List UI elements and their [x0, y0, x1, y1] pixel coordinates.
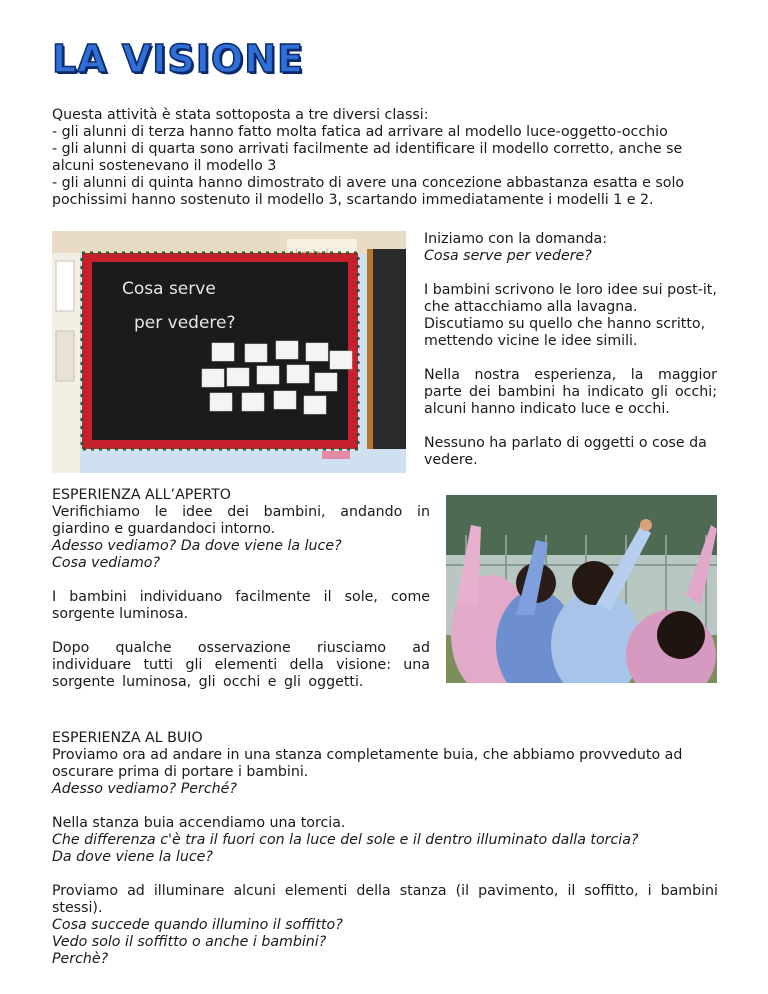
- paragraph: I bambini individuano facilmente il sole, come sorgente luminosa.: [52, 589, 430, 622]
- question: Da dove viene la luce?: [52, 849, 213, 865]
- children-outdoor-photo: [446, 495, 717, 683]
- outdoor-section: [52, 487, 430, 691]
- intro-line: Questa attività è stata sottoposta a tre diversi classi:: [52, 107, 429, 123]
- question-intro: Iniziamo con la domanda:: [424, 231, 608, 247]
- intro-line: - gli alunni di quarta sono arrivati facilmente ad identificare il modello corretto, anche se alcuni sostenevano il modello 3: [52, 141, 683, 174]
- question: Adesso vediamo? Perché?: [52, 781, 237, 797]
- question: Cosa vediamo?: [52, 555, 160, 571]
- question: Adesso vediamo? Da dove viene la luce?: [52, 538, 342, 554]
- blackboard-text-1: Cosa serve: [122, 279, 216, 299]
- paragraph: Proviamo ad illuminare alcuni elementi della stanza (il pavimento, il soffitto, i bambini stessi).: [52, 883, 718, 916]
- question-column: [424, 231, 717, 486]
- question: Che differenza c'è tra il fuori con la luce del sole e il dentro illuminato dalla torcia?: [52, 832, 639, 848]
- blackboard-text-2: per vedere?: [134, 313, 236, 333]
- intro-section: [52, 107, 722, 209]
- section-heading: ESPERIENZA ALL’APERTO: [52, 487, 231, 503]
- page-title: LA VISIONE: [52, 37, 304, 81]
- paragraph: Nessuno ha parlato di oggetti o cose da vedere.: [424, 435, 707, 468]
- question: Perchè?: [52, 951, 109, 967]
- blackboard-photo: [52, 231, 406, 473]
- paragraph: Dopo qualche osservazione riusciamo ad individuare tutti gli elementi della visione: una sorgente luminosa, gli occhi e gli oggetti.: [52, 640, 430, 690]
- dark-room-section: [52, 730, 718, 968]
- intro-line: - gli alunni di terza hanno fatto molta fatica ad arrivare al modello luce-oggetto-occhio: [52, 124, 668, 140]
- paragraph: Proviamo ora ad andare in una stanza completamente buia, che abbiamo provveduto ad oscurare prima di portare i bambini.: [52, 747, 683, 780]
- paragraph: I bambini scrivono le loro idee sui post-it, che attacchiamo alla lavagna. Discutiamo su quello che hanno scritto, mettendo vicine le idee simili.: [424, 282, 717, 349]
- paragraph: Verifichiamo le idee dei bambini, andando in giardino e guardandoci intorno.: [52, 504, 430, 537]
- question: Vedo solo il soffitto o anche i bambini?: [52, 934, 327, 950]
- intro-line: - gli alunni di quinta hanno dimostrato di avere una concezione abbastanza esatta e solo pochissimi hanno sostenuto il modello 3, scartando immediatamente i modelli 1 e 2.: [52, 175, 685, 208]
- paragraph: Nella stanza buia accendiamo una torcia.: [52, 815, 346, 831]
- section-heading: ESPERIENZA AL BUIO: [52, 730, 203, 746]
- paragraph: Nella nostra esperienza, la maggior parte dei bambini ha indicato gli occhi; alcuni hanno indicato luce e occhi.: [424, 367, 717, 417]
- question: Cosa succede quando illumino il soffitto?: [52, 917, 343, 933]
- question: Cosa serve per vedere?: [424, 248, 592, 264]
